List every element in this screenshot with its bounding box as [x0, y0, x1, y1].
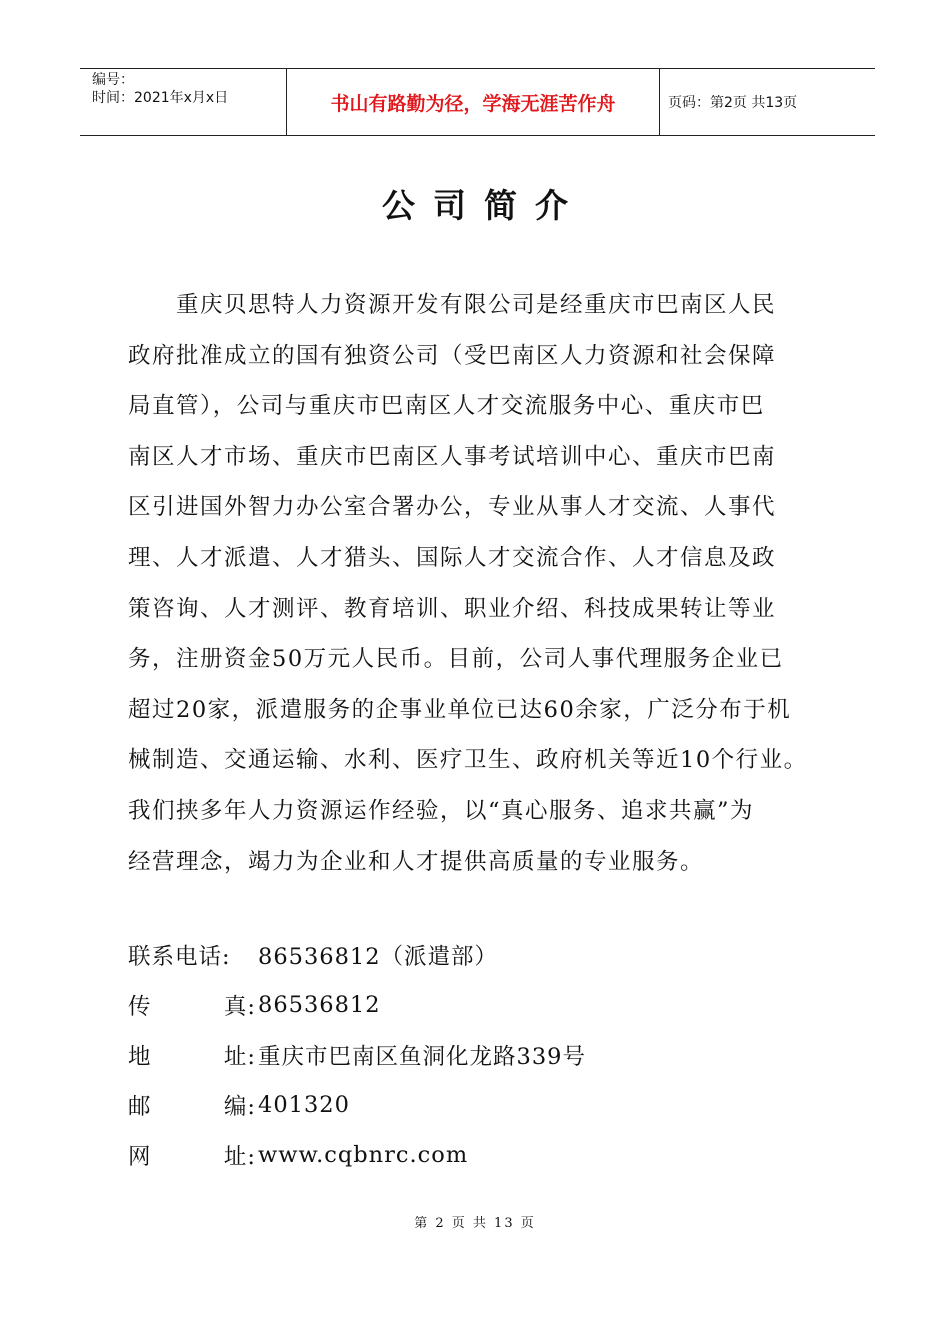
contact-website-row [128, 1130, 586, 1180]
paragraph-line: 我们挟多年人力资源运作经验，以“真心服务、追求共赢”为 [128, 797, 755, 824]
document-header [80, 68, 875, 136]
contact-postcode-label [128, 1089, 256, 1121]
contact-address-value: 重庆市巴南区鱼洞化龙路339号 [258, 1044, 586, 1070]
contact-postcode-value: 401320 [258, 1092, 350, 1118]
paragraph-line: 经营理念，竭力为企业和人才提供高质量的专业服务。 [128, 848, 705, 875]
label-char: 网 [128, 1144, 152, 1170]
company-intro-paragraph [128, 280, 838, 887]
paragraph-line: 务，注册资金50万元人民币。目前，公司人事代理服务企业已 [128, 646, 784, 673]
paragraph-line: 策咨询、人才测评、教育培训、职业介绍、科技成果转让等业 [128, 595, 777, 622]
header-slogan: 书山有路勤为径，学海无涯苦作舟 [286, 69, 660, 135]
contact-phone-row [128, 930, 586, 980]
contact-fax-label [128, 989, 256, 1021]
contact-phone-value: 86536812（派遣部） [258, 944, 499, 970]
time-label: 时间：2021年x月x日 [92, 90, 229, 106]
paragraph-line: 理、人才派遣、人才猎头、国际人才交流合作、人才信息及政 [128, 544, 777, 571]
label-char: 邮 [128, 1094, 152, 1120]
header-meta [80, 69, 286, 135]
contact-address-label [128, 1039, 256, 1071]
page-footer: 第 2 页 共 13 页 [414, 1216, 536, 1231]
paragraph-line: 南区人才市场、重庆市巴南区人事考试培训中心、重庆市巴南 [128, 443, 777, 470]
label-char: 传 [128, 994, 152, 1020]
paragraph-line: 超过20家，派遣服务的企事业单位已达60余家，广泛分布于机 [128, 696, 792, 723]
contact-website-value: www.cqbnrc.com [258, 1142, 469, 1168]
contact-address-row [128, 1030, 586, 1080]
contact-postcode-row [128, 1080, 586, 1130]
label-char: 址: [223, 1044, 256, 1070]
contact-phone-label: 联系电话: [128, 944, 231, 970]
page-title: 公司简介 [382, 186, 586, 225]
label-char: 址: [223, 1144, 256, 1170]
label-char: 编: [223, 1094, 256, 1120]
contact-fax-row [128, 980, 586, 1030]
header-page-info: 页码：第2页 共13页 [668, 95, 798, 111]
label-char: 真: [223, 994, 256, 1020]
contact-fax-value: 86536812 [258, 992, 381, 1018]
contact-website-label [128, 1139, 256, 1171]
number-label: 编号： [92, 72, 134, 88]
paragraph-line: 政府批准成立的国有独资公司（受巴南区人力资源和社会保障 [128, 342, 777, 369]
contact-info [128, 930, 586, 1180]
paragraph-line: 局直管），公司与重庆市巴南区人才交流服务中心、重庆市巴 [128, 393, 765, 420]
paragraph-line: 械制造、交通运输、水利、医疗卫生、政府机关等近10个行业。 [128, 747, 808, 774]
paragraph-line: 重庆贝思特人力资源开发有限公司是经重庆市巴南区人民 [128, 292, 777, 318]
label-char: 地 [128, 1044, 152, 1070]
paragraph-line: 区引进国外智力办公室合署办公，专业从事人才交流、人事代 [128, 494, 777, 521]
